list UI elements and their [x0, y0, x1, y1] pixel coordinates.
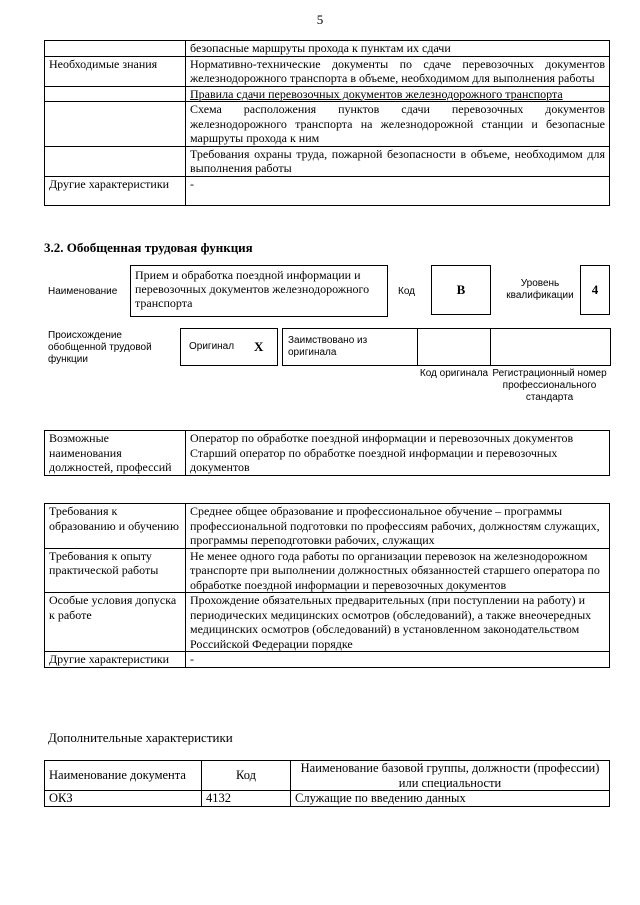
- original-code-cell: [417, 328, 491, 366]
- positions-list: [186, 431, 610, 476]
- level-value: 4: [580, 265, 610, 315]
- requirement-text: -: [186, 652, 610, 668]
- additional-table: [44, 760, 610, 807]
- table-cell: Служащие по введению данных: [291, 791, 610, 807]
- requirement-text: Среднее общее образование и профессиональное обучение – программы профессиональной подготовки по профессиям рабочих, должностям служащих, программы переподготовки рабочих, служащих: [186, 504, 610, 549]
- table-cell: 4132: [202, 791, 291, 807]
- row-label: [45, 146, 186, 176]
- row-text: безопасные маршруты прохода к пунктам их сдачи: [186, 41, 610, 57]
- table-row: [45, 146, 610, 176]
- level-label: Уровень квалификации: [506, 278, 574, 301]
- table-row: [45, 56, 610, 86]
- borrowed-cell: [282, 328, 418, 366]
- row-text: Требования охраны труда, пожарной безопасности в объеме, необходимом для выполнения работы: [186, 146, 610, 176]
- requirement-label: Требования к опыту практической работы: [45, 548, 186, 593]
- column-header: Наименование документа: [45, 761, 202, 791]
- origin-label: Происхождение обобщенной трудовой функции: [48, 330, 152, 365]
- row-label: Необходимые знания: [45, 56, 186, 86]
- row-text: [186, 86, 610, 102]
- table-row: [45, 431, 610, 476]
- reg-number-cell: [490, 328, 611, 366]
- original-cell: [180, 328, 278, 366]
- positions-label: Возможные наименования должностей, профессий: [45, 431, 186, 476]
- code-label: Код: [398, 286, 416, 297]
- table-row: [45, 791, 610, 807]
- borrowed-label: Заимствовано из оригинала: [288, 335, 368, 358]
- code-caption: Код оригинала: [419, 368, 489, 379]
- additional-title: Дополнительные характеристики: [48, 730, 233, 745]
- table-row: [45, 41, 610, 57]
- row-text-underlined: Правила сдачи перевозочных документов железнодорожного транспорта: [190, 86, 563, 101]
- position-item: Оператор по обработке поездной информации и перевозочных документов: [190, 431, 574, 445]
- table-row: [45, 652, 610, 668]
- code-value: В: [431, 265, 491, 315]
- requirement-text: Не менее одного года работы по организации перевозок на железнодорожном транспорте при выполнении должностных обязанностей старшего оператора по обработке поездной информации и перевозочных документов: [186, 548, 610, 593]
- table-row: [45, 504, 610, 549]
- table-row: [45, 548, 610, 593]
- row-text: -: [186, 176, 610, 205]
- requirement-label: Другие характеристики: [45, 652, 186, 668]
- table-row: [45, 176, 610, 205]
- column-header: Наименование базовой группы, должности (профессии) или специальности: [291, 761, 610, 791]
- row-text: Схема расположения пунктов сдачи перевозочных документов железнодорожного транспорта на железнодорожной станции и безопасные маршруты прохода к ним: [186, 102, 610, 147]
- table-cell: ОКЗ: [45, 791, 202, 807]
- section-title: 3.2. Обобщенная трудовая функция: [44, 240, 253, 255]
- requirement-label: Требования к образованию и обучению: [45, 504, 186, 549]
- row-label: [45, 86, 186, 102]
- table-row: [45, 102, 610, 147]
- requirement-text: Прохождение обязательных предварительных (при поступлении на работу) и периодических медицинских осмотров (обследований), а также внеочередных медицинских осмотров (обследований) в установленном законодательством Российской Федерации порядке: [186, 593, 610, 652]
- page-number: 5: [316, 12, 324, 27]
- name-label: Наименование: [48, 286, 118, 297]
- original-mark: Х: [254, 339, 264, 354]
- row-label: Другие характеристики: [45, 176, 186, 205]
- row-label: [45, 102, 186, 147]
- table-row: [45, 86, 610, 102]
- knowledge-table: [44, 40, 610, 206]
- positions-table: [44, 430, 610, 476]
- row-label: [45, 41, 186, 57]
- reg-caption: Регистрационный номер профессионального стандарта: [492, 368, 607, 403]
- original-label: Оригинал: [189, 341, 235, 352]
- table-row: [45, 593, 610, 652]
- name-value: Прием и обработка поездной информации и перевозочных документов железнодорожного транспорта: [130, 265, 388, 317]
- column-header: Код: [202, 761, 291, 791]
- requirements-table: [44, 503, 610, 668]
- table-header-row: [45, 761, 610, 791]
- row-text: Нормативно-технические документы по сдаче перевозочных документов железнодорожного транспорта в объеме, необходимом для выполнения работы: [186, 56, 610, 86]
- position-item: Старший оператор по обработке поездной информации и перевозочных документов: [190, 445, 558, 474]
- requirement-label: Особые условия допуска к работе: [45, 593, 186, 652]
